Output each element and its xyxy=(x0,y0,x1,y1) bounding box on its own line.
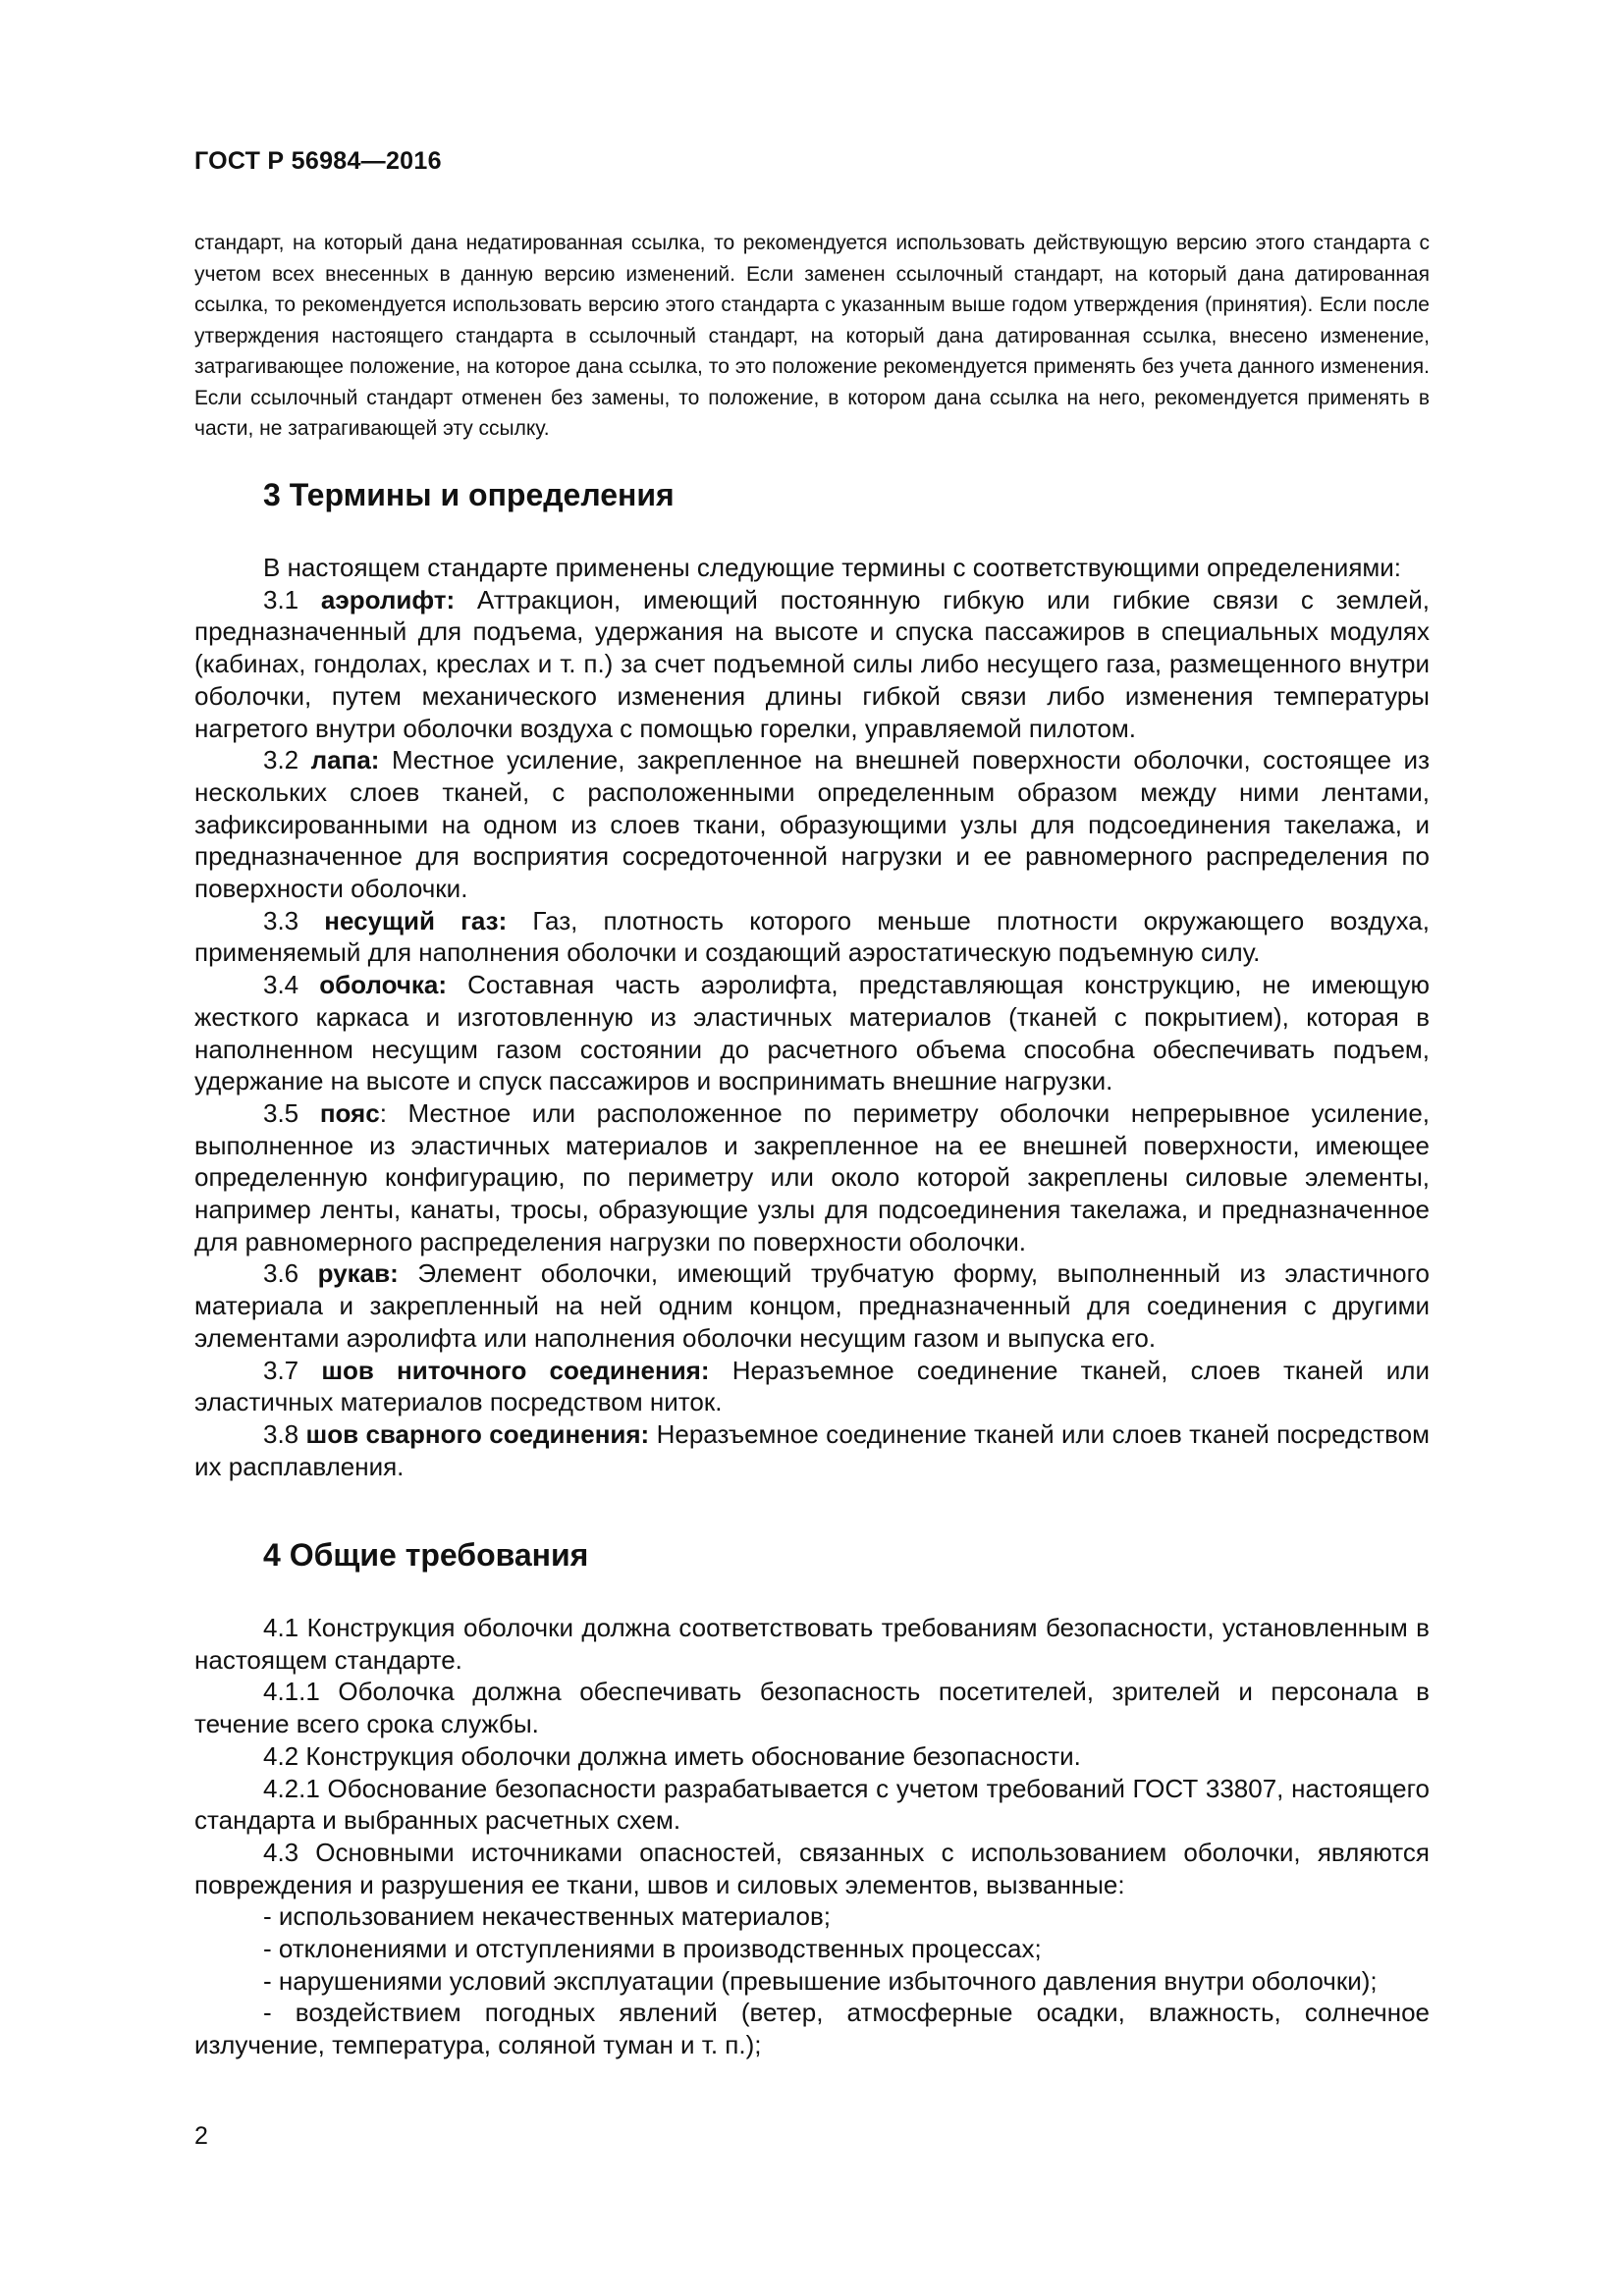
clause-4-1-1: 4.1.1 Оболочка должна обеспечивать безопасность посетителей, зрителей и персонала в течение всего срока службы. xyxy=(194,1677,1430,1739)
term-entry-3-7 xyxy=(194,1355,1430,1418)
clause-4-3: 4.3 Основными источниками опасностей, связанных с использованием оболочки, являются повреждения и разрушения ее ткани, швов и силовых элементов, вызванные: xyxy=(194,1837,1430,1899)
list-item: - использованием некачественных материалов; xyxy=(263,1901,832,1932)
list-item: - отклонениями и отступлениями в производственных процессах; xyxy=(263,1934,1042,1964)
term-number: 3.1 xyxy=(263,584,299,614)
list-item: - воздействием погодных явлений (ветер, атмосферные осадки, влажность, солнечное излучение, температура, соляной туман и т. п.); xyxy=(194,1998,1430,2060)
clause-4-2-1: 4.2.1 Обоснование безопасности разрабатывается с учетом требований ГОСТ 33807, настоящего стандарта и выбранных расчетных схем. xyxy=(194,1773,1430,1836)
term-entry-3-4 xyxy=(194,969,1430,1097)
term-definition: Элемент оболочки, имеющий трубчатую форму, выполненный из эластичного материала и закрепленный на ней одним концом, предназначенный для соединения с другими элементами аэролифта или наполнения оболочки несущим газом и выпуска его. xyxy=(194,1258,1430,1353)
term-entry-3-2 xyxy=(194,744,1430,905)
term-number: 3.4 xyxy=(263,970,299,1000)
term-definition: Аттракцион, имеющий постоянную гибкую или гибкие связи с землей, предназначенный для подъема, удержания на высоте и спуска пассажиров в специальных модулях (кабинах, гондолах, креслах и т. п.) за счет подъемной силы либо несущего газа, размещенного внутри оболочки, путем механического изменения длины гибкой связи либо изменения температуры нагретого внутри оболочки воздуха с помощью горелки, управляемой пилотом. xyxy=(194,584,1430,743)
term-definition: Местное усиление, закрепленное на внешней поверхности оболочки, состоящее из нескольких слоев тканей, с расположенными определенным образом между ними лентами, зафиксированными на одном из слоев ткани, образующими узлы для подсоединения такелажа, и предназначенное для восприятия сосредоточенной нагрузки и ее равномерного распределения по поверхности оболочки. xyxy=(194,745,1430,904)
intro-paragraph: стандарт, на который дана недатированная ссылка, то рекомендуется использовать действующую версию этого стандарта с учетом всех внесенных в данную версию изменений. Если заменен ссылочный стандарт, на который дана датированная ссылка, то рекомендуется использовать версию этого стандарта с указанным выше годом утверждения (принятия). Если после утверждения настоящего стандарта в ссылочный стандарт, на который дана датированная ссылка, внесено изменение, затрагивающее положение, на которое дана ссылка, то это положение рекомендуется применять без учета данного изменения. Если ссылочный стандарт отменен без замены, то положение, в котором дана ссылка на него, рекомендуется применять в части, не затрагивающей эту ссылку. xyxy=(194,232,1430,440)
document-code-header: ГОСТ Р 56984—2016 xyxy=(194,147,442,175)
page-number: 2 xyxy=(194,2122,208,2150)
term-name: пояс xyxy=(319,1097,380,1128)
term-number: 3.2 xyxy=(263,745,299,775)
term-name: шов ниточного соединения: xyxy=(321,1355,710,1385)
term-number: 3.3 xyxy=(263,905,299,935)
term-entry-3-1 xyxy=(194,584,1430,745)
term-definition: Газ, плотность которого меньше плотности окружающего воздуха, применяемый для наполнения оболочки и создающий аэростатическую подъемную силу. xyxy=(194,905,1430,968)
term-name: рукав: xyxy=(317,1258,399,1289)
term-entry-3-5 xyxy=(194,1097,1430,1258)
section-3-heading: 3 Термины и определения xyxy=(263,477,675,512)
clause-4-1: 4.1 Конструкция оболочки должна соответствовать требованиям безопасности, установленным в настоящем стандарте. xyxy=(194,1613,1430,1675)
section-4-heading: 4 Общие требования xyxy=(263,1537,589,1573)
term-definition: Неразъемное соединение тканей или слоев тканей посредством их расплавления. xyxy=(194,1418,1430,1481)
term-number: 3.6 xyxy=(263,1258,299,1289)
section-3-lead: В настоящем стандарте применены следующие термины с соответствующими определениями: xyxy=(263,553,1402,582)
term-name: оболочка: xyxy=(319,970,448,1000)
term-name: аэролифт: xyxy=(320,584,456,614)
clause-4-2: 4.2 Конструкция оболочки должна иметь обоснование безопасности. xyxy=(263,1740,1081,1771)
term-definition: Неразъемное соединение тканей, слоев тканей или эластичных материалов посредством ниток. xyxy=(194,1355,1430,1417)
term-number: 3.8 xyxy=(263,1418,299,1449)
term-number: 3.5 xyxy=(263,1097,299,1128)
term-definition: : Местное или расположенное по периметру оболочки непрерывное усиление, выполненное из эластичных материалов и закрепленное на ее внешней поверхности, имеющее определенную конфигурацию, по периметру или около которой закреплены силовые элементы, например ленты, канаты, тросы, образующие узлы для подсоединения такелажа, и предназначенное для равномерного распределения нагрузки по поверхности оболочки. xyxy=(194,1097,1430,1256)
section-general-requirements xyxy=(194,1535,1430,2061)
term-entry-3-3 xyxy=(194,905,1430,969)
section-terms-and-definitions xyxy=(194,475,1430,1482)
term-definition: Составная часть аэролифта, представляющая конструкцию, не имеющую жесткого каркаса и изготовленную из эластичных материалов (тканей с покрытием), которая в наполненном несущим газом состоянии до расчетного объема способна обеспечивать подъем, удержание на высоте и спуск пассажиров и воспринимать внешние нагрузки. xyxy=(194,970,1430,1096)
term-name: несущий газ: xyxy=(324,905,508,935)
term-entry-3-8 xyxy=(194,1418,1430,1482)
term-entry-3-6 xyxy=(194,1257,1430,1354)
term-name: лапа: xyxy=(310,745,380,775)
list-item: - нарушениями условий эксплуатации (превышение избыточного давления внутри оболочки); xyxy=(263,1965,1378,1996)
term-number: 3.7 xyxy=(263,1355,299,1385)
term-name: шов сварного соединения: xyxy=(305,1418,650,1449)
